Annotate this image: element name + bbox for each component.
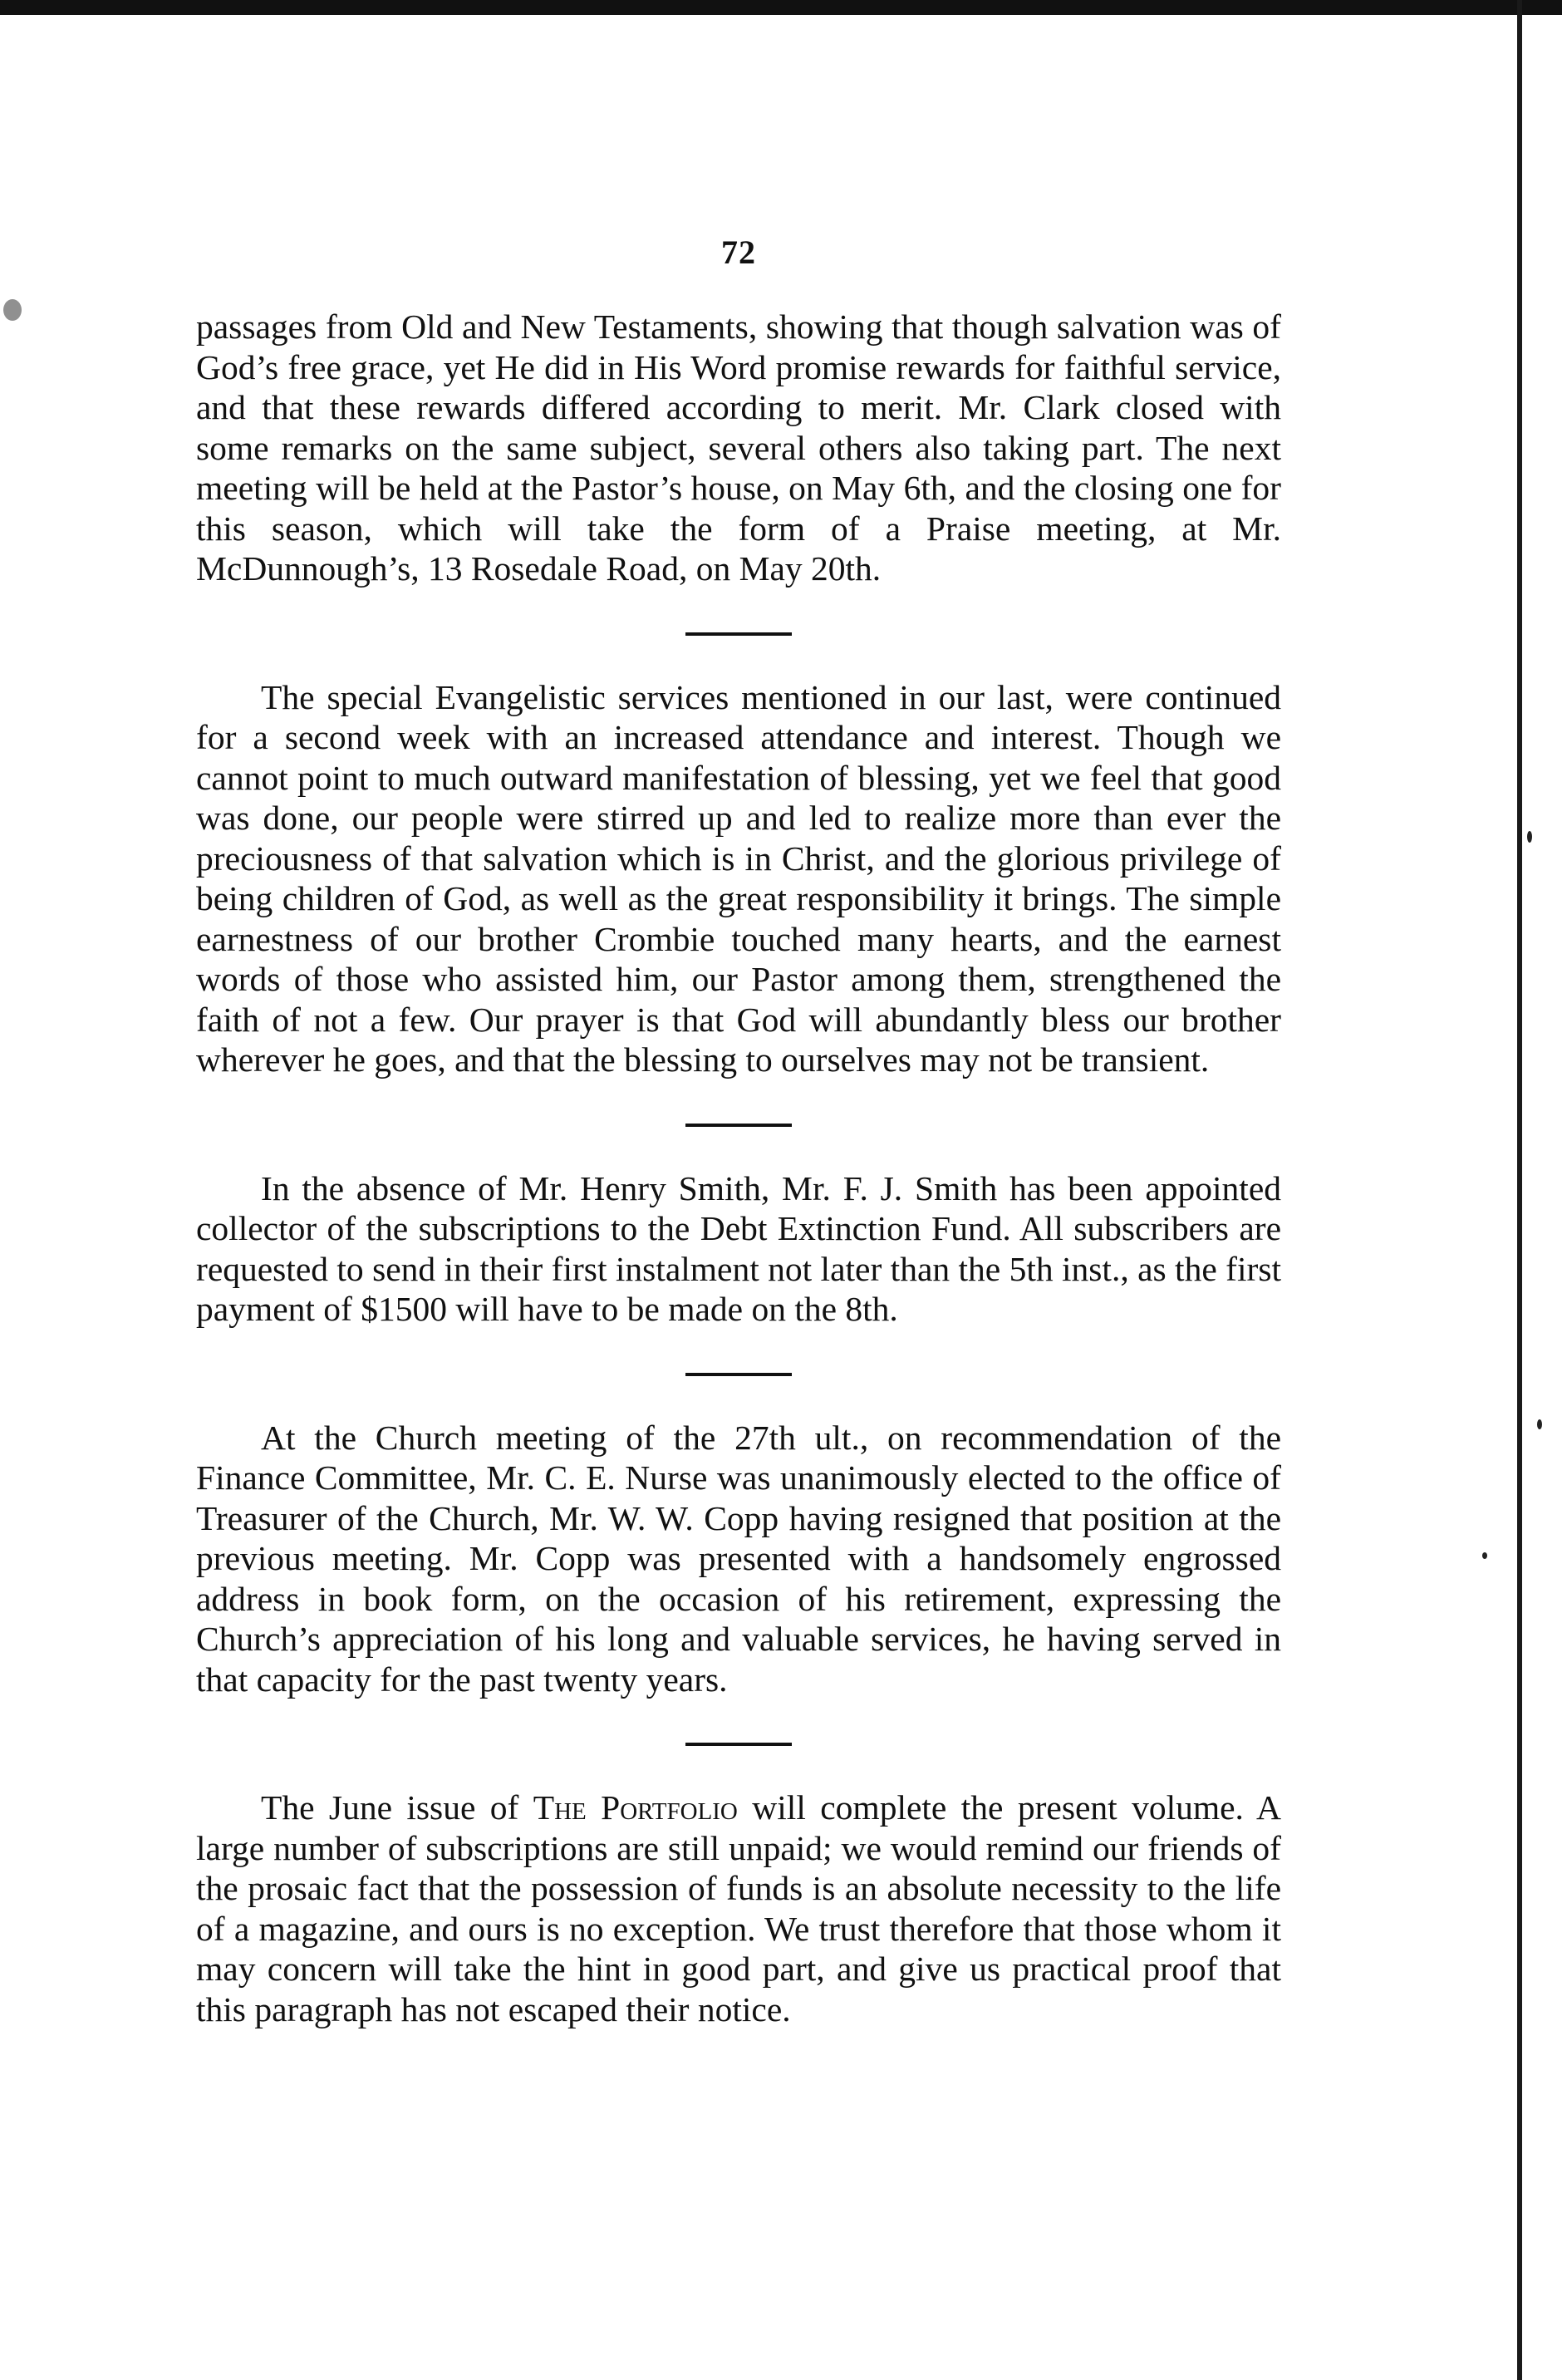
scan-speck <box>1482 1552 1487 1559</box>
portfolio-text-after: will complete the present volume. A large number of subscriptions are still unpaid; we would remind our friends of the prosaic fact that the possession of funds is an absolute necessity to the life of a magazine, and ours is no exception. We trust therefore that those whom it may concern will take the hint in good part, and give us practical proof that this paragraph has not escaped their notice. <box>196 1788 1282 2028</box>
scan-top-border <box>0 0 1562 15</box>
page-number: 72 <box>721 234 756 271</box>
scan-speck <box>1537 1419 1542 1429</box>
section-divider <box>685 1124 792 1127</box>
magazine-name: The Portfolio <box>533 1788 738 1827</box>
portfolio-text-before: The June issue of <box>261 1788 533 1827</box>
paragraph-portfolio-subscriptions <box>196 1787 1281 2029</box>
section-divider <box>685 1373 792 1376</box>
scan-speck <box>3 299 22 321</box>
scan-speck <box>1527 831 1532 843</box>
paragraph-debt-extinction-fund: In the absence of Mr. Henry Smith, Mr. F. J. Smith has been appointed collector of the subscriptions to the Debt Extinction Fund. All subscribers are requested to send in their first instalment not later than the 5th inst., as the first payment of $1500 will have to be made on the 8th. <box>196 1168 1281 1328</box>
section-divider <box>685 1743 792 1746</box>
paragraph-treasurer-election: At the Church meeting of the 27th ult., on recommendation of the Finance Committee, Mr. C. E. Nurse was unanimously elected to the office of Treasurer of the Church, Mr. W. W. Copp having resigned that position at the previous meeting. Mr. Copp was presented with a handsomely engrossed address in book form, on the occasion of his retirement, expressing the Church’s appreciation of his long and valuable services, he having served in that capacity for the past twenty years. <box>196 1418 1281 1699</box>
document-page <box>196 233 1281 2029</box>
section-divider <box>685 632 792 636</box>
paragraph-evangelistic-services: The special Evangelistic services mentioned in our last, were continued for a second week with an increased attendance and interest. Though we cannot point to much outward manifestation of blessing, yet we feel that good was done, our people were stirred up and led to realize more than ever the preciousness of that salvation which is in Christ, and the glorious privilege of being children of God, as well as the great responsibility it brings. The simple earnestness of our brother Crombie touched many hearts, and the earnest words of those who assisted him, our Pastor among them, strengthened the faith of not a few. Our prayer is that God will abundantly bless our brother wherever he goes, and that the blessing to ourselves may not be transient. <box>196 677 1281 1079</box>
scan-right-edge <box>1517 0 1522 2380</box>
paragraph-bible-class: passages from Old and New Testaments, showing that though salvation was of God’s free grace, yet He did in His Word promise rewards for faithful service, and that these rewards differed according to merit. Mr. Clark closed with some remarks on the same subject, several others also taking part. The next meeting will be held at the Pastor’s house, on May 6th, and the closing one for this season, which will take the form of a Praise meeting, at Mr. McDunnough’s, 13 Rosedale Road, on May 20th. <box>196 307 1281 588</box>
